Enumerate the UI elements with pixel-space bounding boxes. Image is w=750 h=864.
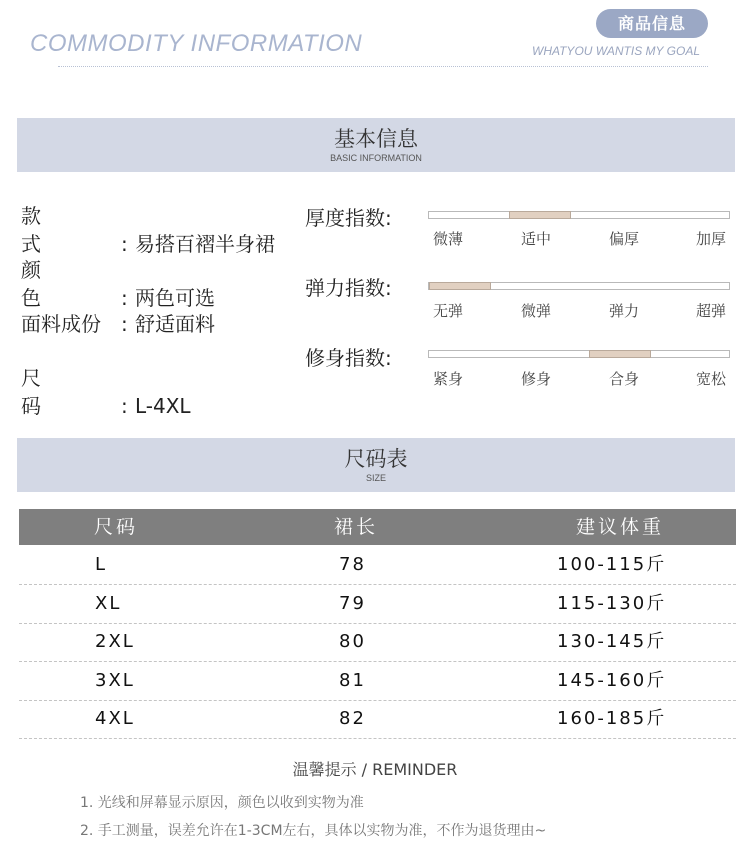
fit-option: 紧身	[432, 370, 463, 388]
elasticity-scale-fill	[429, 282, 491, 290]
info-value: 两色可选	[135, 286, 215, 310]
weight-cell: 100-115斤	[557, 554, 667, 575]
elasticity-scale-bar	[428, 282, 730, 290]
info-label: 款式	[21, 204, 95, 256]
header-slogan: WHATYOU WANTIS MY GOAL	[532, 44, 701, 58]
size-column-header: 尺码	[94, 516, 139, 538]
elasticity-option: 微弹	[520, 302, 551, 320]
size-cell: XL	[95, 593, 122, 614]
fit-index-label: 修身指数:	[305, 346, 392, 370]
basic-info-section-bar	[17, 118, 735, 172]
elasticity-index-label: 弹力指数:	[305, 276, 392, 300]
thickness-scale-fill	[509, 211, 571, 219]
length-column-header: 裙长	[334, 516, 379, 538]
size-cell: 4XL	[95, 708, 135, 729]
size-table-header	[19, 509, 736, 545]
elasticity-option: 无弹	[432, 302, 463, 320]
size-cell: L	[95, 554, 108, 575]
product-info-badge: 商品信息	[596, 9, 708, 38]
info-colon: :	[121, 286, 128, 310]
info-row-style	[21, 202, 275, 256]
header-divider	[58, 66, 708, 67]
length-cell: 78	[339, 554, 366, 575]
fit-scale-fill	[589, 350, 651, 358]
info-value: 易搭百褶半身裙	[135, 232, 275, 256]
thickness-option: 偏厚	[608, 230, 639, 248]
elasticity-option: 弹力	[608, 302, 639, 320]
fit-option: 宽松	[695, 370, 726, 388]
table-row	[19, 662, 736, 701]
weight-cell: 145-160斤	[557, 670, 667, 691]
table-row	[19, 700, 736, 739]
fit-option: 修身	[520, 370, 551, 388]
length-cell: 82	[339, 708, 366, 729]
weight-column-header: 建议体重	[576, 516, 665, 538]
commodity-info-title: COMMODITY INFORMATION	[30, 30, 363, 57]
info-value: 舒适面料	[135, 312, 215, 336]
table-row	[19, 546, 736, 585]
size-section-subtitle: SIZE	[365, 473, 386, 483]
fit-option: 合身	[608, 370, 639, 388]
thickness-scale-bar	[428, 211, 730, 219]
elasticity-option: 超弹	[695, 302, 726, 320]
info-label: 颜色	[21, 258, 95, 310]
table-row	[19, 623, 736, 662]
thickness-option: 微薄	[432, 230, 463, 248]
length-cell: 81	[339, 670, 366, 691]
weight-cell: 115-130斤	[557, 593, 667, 614]
info-row-color	[21, 256, 215, 310]
info-label: 面料成份	[21, 312, 101, 336]
size-section-bar	[17, 438, 735, 492]
basic-info-title: 基本信息	[334, 127, 418, 151]
info-row-fabric	[21, 310, 215, 338]
thickness-index-label: 厚度指数:	[305, 206, 392, 230]
reminder-line: 2. 手工测量，误差允许在1-3CM左右，具体以实物为准，不作为退货理由~	[80, 823, 547, 839]
fit-scale-bar	[428, 350, 730, 358]
size-cell: 2XL	[95, 631, 135, 652]
info-colon: :	[121, 394, 128, 418]
thickness-option: 加厚	[695, 230, 726, 248]
weight-cell: 160-185斤	[557, 708, 667, 729]
size-cell: 3XL	[95, 670, 135, 691]
weight-cell: 130-145斤	[557, 631, 667, 652]
table-row	[19, 585, 736, 624]
info-colon: :	[121, 312, 128, 336]
basic-info-subtitle: BASIC INFORMATION	[330, 153, 422, 163]
info-label: 尺码	[21, 366, 95, 418]
info-row-size	[21, 364, 191, 418]
thickness-option: 适中	[520, 230, 551, 248]
info-colon: :	[121, 232, 128, 256]
length-cell: 80	[339, 631, 366, 652]
info-value: L-4XL	[135, 394, 191, 418]
reminder-line: 1. 光线和屏幕显示原因，颜色以收到实物为准	[80, 795, 364, 811]
reminder-title: 温馨提示 / REMINDER	[292, 760, 458, 779]
size-section-title: 尺码表	[344, 447, 408, 471]
length-cell: 79	[339, 593, 366, 614]
